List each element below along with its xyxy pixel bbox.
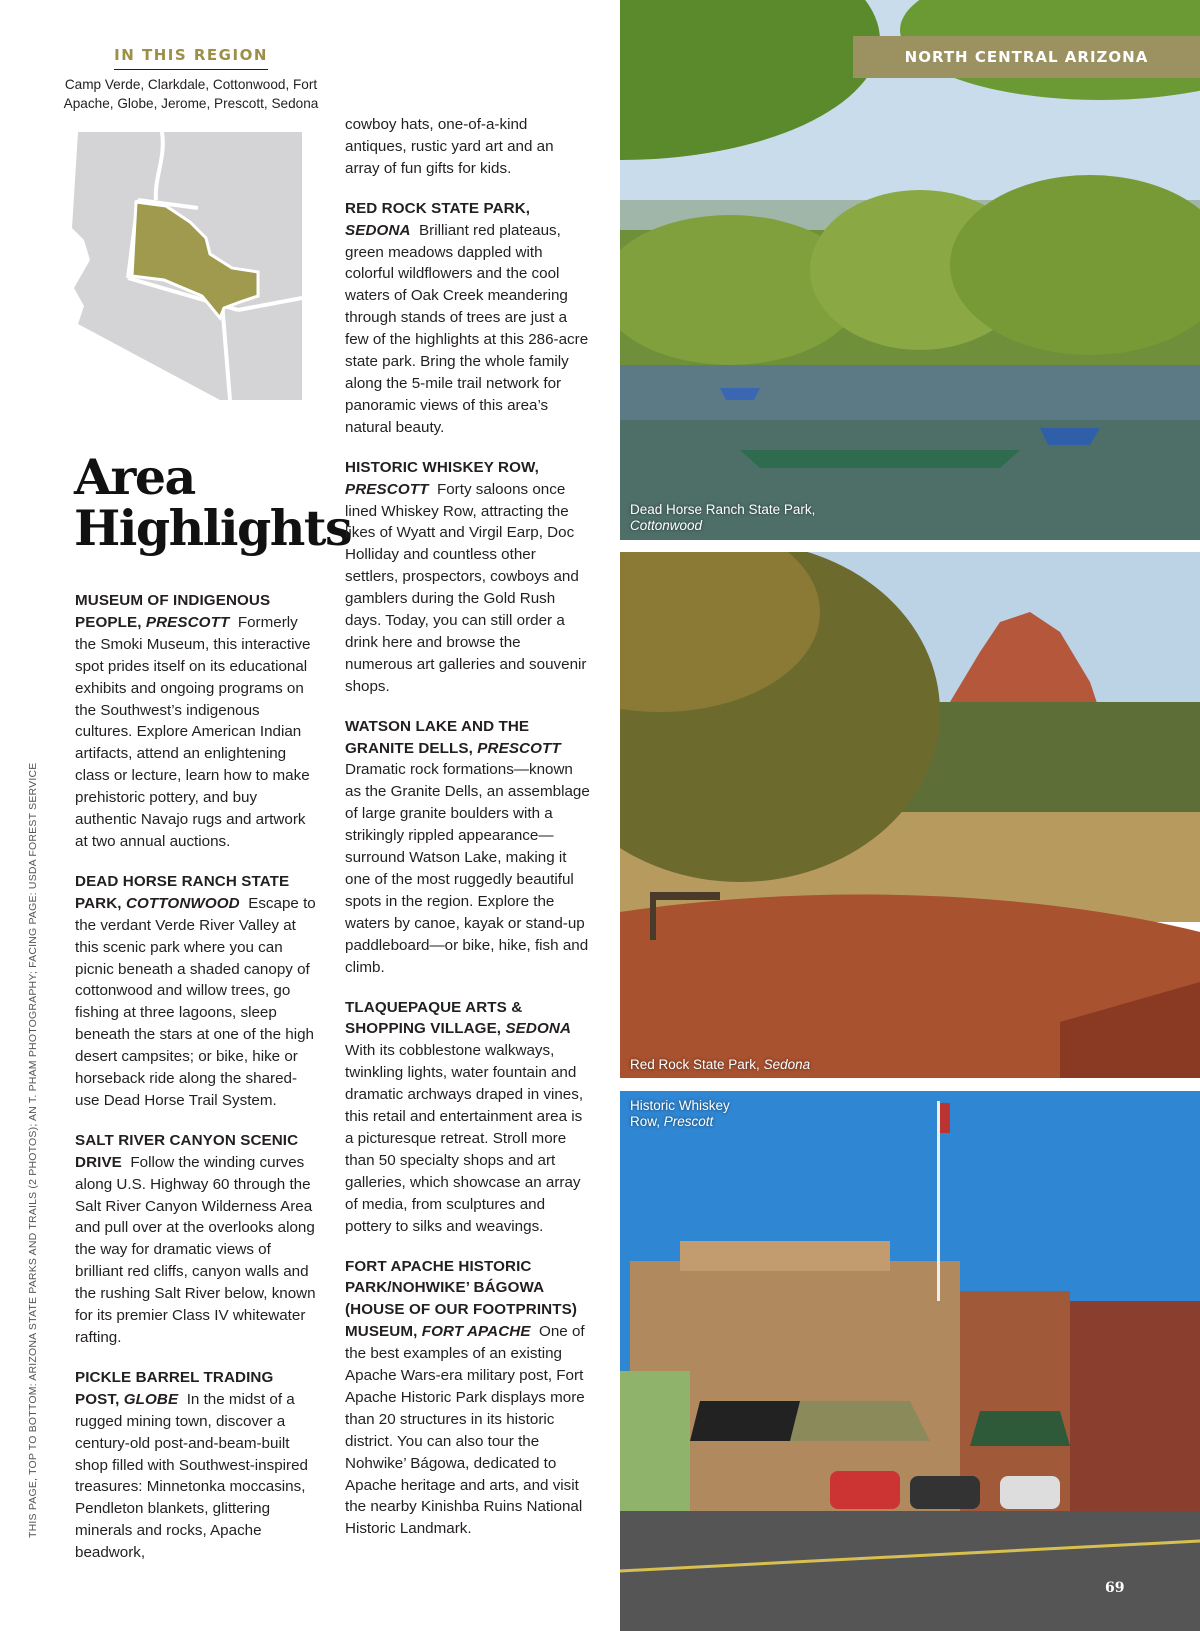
entry-body: Brilliant red plateaus, green meadows dappled with colorful wildflowers and the cool waters of Oak Creek meandering through stands of trees are just a few of the highlights at this 286-acre state park. Bring the whole family along the 5-mile trail network for panoramic views of this area’s natural beauty. [345, 221, 589, 436]
entry-body: Forty saloons once lined Whiskey Row, attracting the likes of Wyatt and Virgil Earp, Doc Holliday and countless other settlers, prospectors, cowboys and gamblers during the Gold Rush days. Today, you can still order a drink here and browse the numerous art galleries and souvenir shops. [345, 480, 587, 695]
photo-dead-horse-ranch [620, 0, 1200, 540]
page-title-line1: Area [74, 448, 195, 506]
entry-title: SALT RIVER CANYON SCENIC DRIVE [75, 1131, 299, 1171]
photo-red-rock-state-park [620, 552, 1200, 1078]
entry-title: TLAQUEPAQUE ARTS & SHOPPING VILLAGE, SEDONA [345, 998, 572, 1038]
entry-body: Escape to the verdant Verde River Valley at this scenic park where you can picnic beneath a shaded canopy of cottonwood and willow trees, go fishing at three lagoons, sleep beneath the stars at one of the high desert campsites; or bike, hike or horseback ride along the shared-use Dead Horse Trail System. [75, 894, 316, 1109]
region-cities: Camp Verde, Clarkdale, Cottonwood, Fort Apache, Globe, Jerome, Prescott, Sedona [63, 77, 319, 111]
entry-title: RED ROCK STATE PARK, SEDONA [345, 199, 531, 239]
entry-museum-indigenous-people [75, 590, 320, 853]
photo-caption-red-rock: Red Rock State Park, Sedona [630, 1057, 811, 1072]
entry-tlaquepaque [345, 997, 590, 1238]
entry-title: FORT APACHE HISTORIC PARK/NOHWIKE’ BÁGOWA (HOUSE OF OUR FOOTPRINTS) MUSEUM, FORT APACHE [345, 1257, 577, 1341]
entry-title: PICKLE BARREL TRADING POST, GLOBE [75, 1368, 274, 1408]
entry-body: Dramatic rock formations—known as the Granite Dells, an assemblage of large granite boulders with a strikingly rippled appearance—surround Watson Lake, making it one of the most ruggedly beautiful spots in the region. Explore the waters by canoe, kayak or stand-up paddleboard—or bike, hike, fish and climb. [345, 761, 590, 976]
photo-caption-whiskey-row: Historic Whiskey Row, Prescott [630, 1098, 730, 1129]
photo-credit: THIS PAGE, TOP TO BOTTOM: ARIZONA STATE PARKS AND TRAILS (2 PHOTOS); AN T. PHAM PHOTOGRAPHY; FACING PAGE: USDA FOREST SERVICE [27, 762, 39, 1538]
entry-body: With its cobblestone walkways, twinkling lights, water fountain and dramatic archways draped in vines, this retail and entertainment area is a picturesque retreat. Stroll more than 50 specialty shops and art galleries, which showcase an array of media, from sculptures and pottery to silks and weavings. [345, 1042, 584, 1235]
entry-body: One of the best examples of an existing Apache Wars-era military post, Fort Apache Historic Park displays more than 20 structures in its historic district. You can also tour the Nohwike’ Bágowa, dedicated to Apache heritage and arts, and visit the nearby Kinishba Ruins National Historic Landmark. [345, 1323, 585, 1538]
entry-body: Formerly the Smoki Museum, this interactive spot prides itself on its educational exhibits and ongoing programs on the Southwest’s indigenous cultures. Explore American Indian artifacts, attend an enlightening class or lecture, learn how to make prehistoric pottery, and buy authentic Navajo rugs and artwork at two annual auctions. [75, 613, 311, 850]
entry-dead-horse-ranch [75, 871, 320, 1112]
entry-body: Follow the winding curves along U.S. Highway 60 through the Salt River Canyon Wilderness Area and pull over at the overlooks along the way for dramatic views of brilliant red cliffs, canyon walls and the rushing Salt River below, known for its premier Class IV whitewater rafting. [75, 1153, 316, 1346]
left-column [75, 590, 320, 1582]
entry-title: DEAD HORSE RANCH STATE PARK, COTTONWOOD [75, 872, 290, 912]
entry-title: MUSEUM OF INDIGENOUS PEOPLE, PRESCOTT [75, 592, 271, 631]
page-title [74, 448, 352, 557]
entry-body: In the midst of a rugged mining town, discover a century-old post-and-beam-built shop filled with Southwest-inspired treasures: Minnetonka moccasins, Pendleton blankets, glittering minerals and rocks, Apache beadwork, [75, 1390, 308, 1562]
entry-fort-apache [345, 1256, 590, 1541]
region-heading: IN THIS REGION [114, 46, 268, 70]
entry-title: WATSON LAKE AND THE GRANITE DELLS, PRESCOTT [345, 717, 561, 757]
page-number: 69 [1105, 1580, 1125, 1596]
entry-body: cowboy hats, one-of-a-kind antiques, rustic yard art and an array of fun gifts for kids. [345, 116, 554, 177]
entry-pickle-barrel [75, 1367, 320, 1564]
entry-watson-lake [345, 716, 590, 979]
arizona-region-map [70, 128, 312, 414]
middle-column [345, 114, 590, 1558]
photo-whiskey-row [620, 1091, 1200, 1631]
entry-continuation [345, 114, 590, 180]
entry-red-rock-state-park [345, 198, 590, 439]
entry-title: HISTORIC WHISKEY ROW, PRESCOTT [345, 458, 539, 498]
photo-caption-dead-horse: Dead Horse Ranch State Park, Cottonwood [630, 502, 816, 533]
region-banner: NORTH CENTRAL ARIZONA [853, 36, 1200, 78]
page-title-line2: Highlights [74, 499, 352, 557]
entry-whiskey-row [345, 457, 590, 698]
entry-salt-river-canyon [75, 1130, 320, 1349]
region-box [62, 46, 320, 113]
